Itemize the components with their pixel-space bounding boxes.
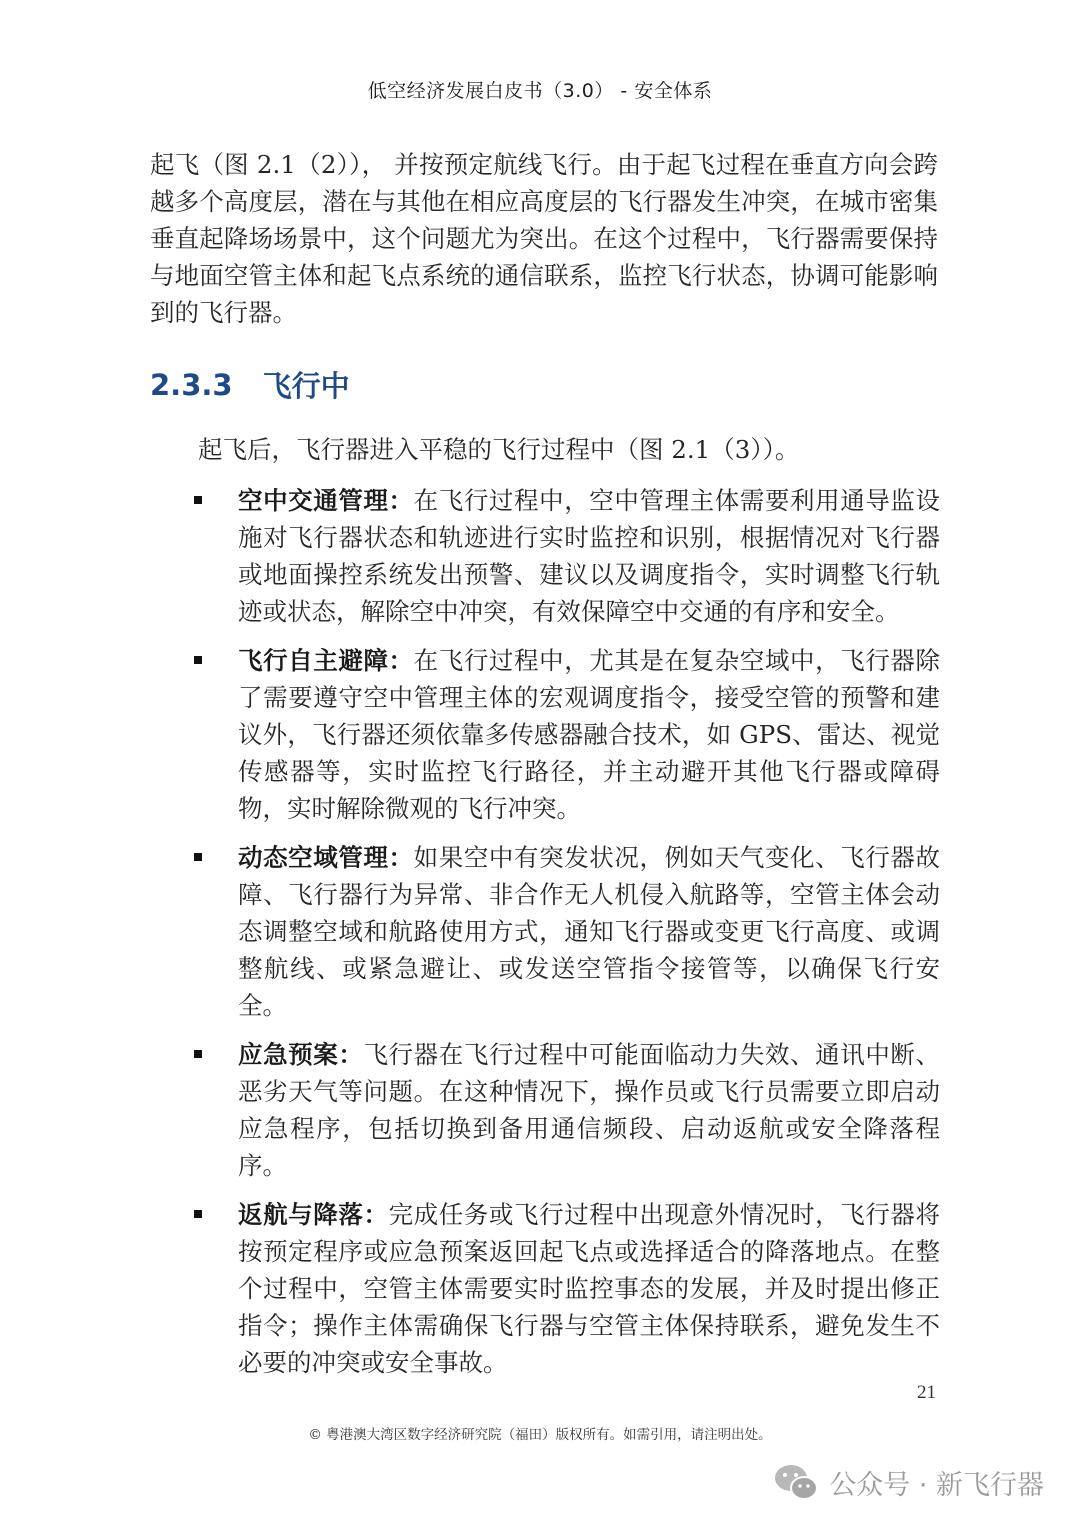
bullet-list <box>190 482 940 1393</box>
list-item <box>190 642 940 827</box>
bullet-text: 如果空中有突发状况，例如天气变化、飞行器故障、飞行器行为异常、非合作无人机侵入航路等，空管主体会动态调整空域和航路使用方式，通知飞行器或变更飞行高度、或调整航线、或紧急避让、或发送空管指令接管等，以确保飞行安全。 <box>238 843 941 1020</box>
list-item <box>190 1036 940 1184</box>
bullet-text: 完成任务或飞行过程中出现意外情况时，飞行器将按预定程序或应急预案返回起飞点或选择适合的降落地点。在整个过程中，空管主体需要实时监控事态的发展，并及时提出修正指令；操作主体需确保飞行器与空管主体保持联系，避免发生不必要的冲突或安全事故。 <box>238 1200 941 1377</box>
square-bullet-icon <box>194 853 202 861</box>
square-bullet-icon <box>194 1210 202 1218</box>
section-title: 飞行中 <box>262 369 350 403</box>
bullet-term: 空中交通管理： <box>238 486 414 515</box>
bullet-term: 动态空域管理： <box>238 843 414 872</box>
bullet-term: 飞行自主避障： <box>238 646 414 675</box>
square-bullet-icon <box>194 1050 202 1058</box>
bullet-text: 飞行器在飞行过程中可能面临动力失效、通讯中断、恶劣天气等问题。在这种情况下，操作员或飞行员需要立即启动应急程序，包括切换到备用通信频段、启动返航或安全降落程序。 <box>238 1040 941 1180</box>
lead-paragraph: 起飞后，飞行器进入平稳的飞行过程中（图 2.1（3））。 <box>198 435 800 464</box>
watermark-text: 公众号 · 新飞行器 <box>829 1469 1044 1501</box>
section-number: 2.3.3 <box>150 367 233 402</box>
list-item <box>190 482 940 630</box>
page-number: 21 <box>917 1382 936 1403</box>
list-item <box>190 839 940 1024</box>
list-item <box>190 1196 940 1381</box>
bullet-text: 在飞行过程中，尤其是在复杂空域中，飞行器除了需要遵守空中管理主体的宏观调度指令，接受空管的预警和建议外，飞行器还须依靠多传感器融合技术，如 GPS、雷达、视觉传感器等，实时监控飞行路径，并主动避开其他飞行器或障碍物，实时解除微观的飞行冲突。 <box>238 646 941 823</box>
square-bullet-icon <box>194 496 202 504</box>
watermark <box>773 1462 1044 1502</box>
bullet-term: 返航与降落： <box>238 1200 389 1229</box>
running-header: 低空经济发展白皮书（3.0） - 安全体系 <box>367 80 713 102</box>
square-bullet-icon <box>194 656 202 664</box>
wechat-icon <box>773 1462 819 1502</box>
intro-paragraph: 起飞（图 2.1（2））， 并按预定航线飞行。由于起飞过程在垂直方向会跨越多个高度层，潜在与其他在相应高度层的飞行器发生冲突，在城市密集垂直起降场场景中，这个问题尤为突出。在这个过程中，飞行器需要保持与地面空管主体和起飞点系统的通信联系，监控飞行状态，协调可能影响到的飞行器。 <box>150 150 938 327</box>
section-heading <box>150 364 350 405</box>
bullet-term: 应急预案： <box>238 1040 364 1069</box>
bullet-text: 在飞行过程中，空中管理主体需要利用通导监设施对飞行器状态和轨迹进行实时监控和识别，根据情况对飞行器或地面操控系统发出预警、建议以及调度指令，实时调整飞行轨迹或状态，解除空中冲突，有效保障空中交通的有序和安全。 <box>238 486 941 626</box>
copyright-notice: © 粤港澳大湾区数字经济研究院（福田）版权所有。如需引用，请注明出处。 <box>308 1427 772 1443</box>
